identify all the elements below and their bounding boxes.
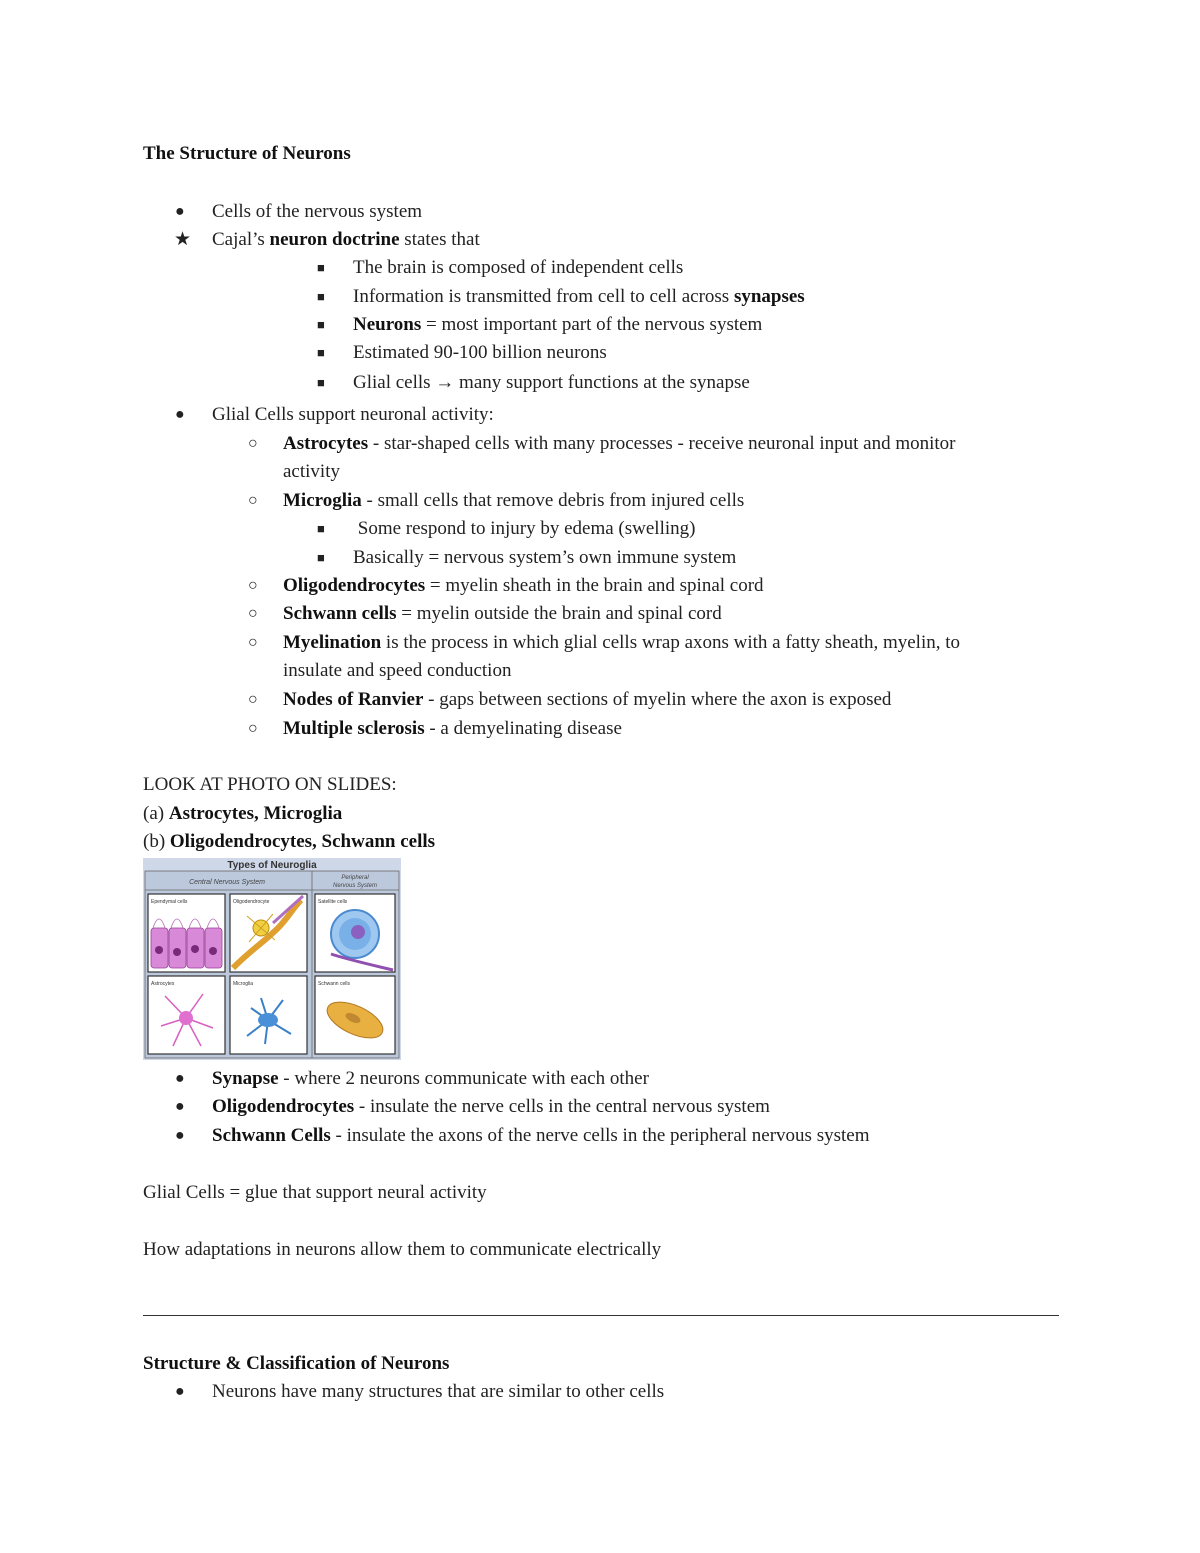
list-item: The brain is composed of independent cells <box>353 257 684 278</box>
figure-title: Types of Neuroglia <box>227 860 317 871</box>
bullet-circle: ○ <box>248 720 258 737</box>
list-item: Basically = nervous system’s own immune system <box>353 547 737 568</box>
list-item: Neurons = most important part of the nervous system <box>353 314 763 335</box>
bullet-dot: ● <box>175 406 185 423</box>
figure-cns-label: Central Nervous System <box>189 879 265 886</box>
list-item: Oligodendrocytes - insulate the nerve cells in the central nervous system <box>212 1096 770 1117</box>
list-item: Astrocytes - star-shaped cells with many processes - receive neuronal input and monitor <box>283 433 956 454</box>
paragraph: How adaptations in neurons allow them to communicate electrically <box>143 1239 662 1260</box>
figure-panel-label: Astrocytes <box>151 981 175 987</box>
list-item-continuation: activity <box>283 461 340 482</box>
list-item: Synapse - where 2 neurons communicate with each other <box>212 1068 649 1089</box>
figure-panel-label: Ependymal cells <box>151 899 188 905</box>
list-item: Glial cells → many support functions at the synapse <box>353 372 750 393</box>
photo-caption-a: (a) Astrocytes, Microglia <box>143 803 343 824</box>
bullet-circle: ○ <box>248 492 258 509</box>
bullet-circle: ○ <box>248 634 258 651</box>
list-item: Glial Cells support neuronal activity: <box>212 404 494 425</box>
star-icon: ★ <box>174 229 192 250</box>
list-item: Microglia - small cells that remove debris from injured cells <box>283 490 745 511</box>
section-title: The Structure of Neurons <box>143 143 351 164</box>
list-item: Multiple sclerosis - a demyelinating disease <box>283 718 622 739</box>
bullet-square: ■ <box>317 260 325 275</box>
list-item: Cajal’s neuron doctrine states that <box>212 229 480 250</box>
bullet-square: ■ <box>317 375 325 390</box>
figure-panel-label: Microglia <box>233 981 254 987</box>
bullet-circle: ○ <box>248 691 258 708</box>
list-item: Oligodendrocytes = myelin sheath in the brain and spinal cord <box>283 575 764 596</box>
bullet-square: ■ <box>317 345 325 360</box>
bullet-square: ■ <box>317 521 325 536</box>
bullet-dot: ● <box>175 1098 185 1115</box>
bullet-dot: ● <box>175 1070 185 1087</box>
list-item: Cells of the nervous system <box>212 201 423 222</box>
bullet-circle: ○ <box>248 435 258 452</box>
bullet-square: ■ <box>317 317 325 332</box>
bullet-dot: ● <box>175 1383 185 1400</box>
list-item: Estimated 90-100 billion neurons <box>353 342 607 363</box>
photo-heading: LOOK AT PHOTO ON SLIDES: <box>143 774 397 795</box>
bullet-dot: ● <box>175 1127 185 1144</box>
photo-caption-b: (b) Oligodendrocytes, Schwann cells <box>143 831 436 852</box>
list-item: Schwann cells = myelin outside the brain and spinal cord <box>283 603 722 624</box>
horizontal-divider <box>143 1315 1059 1316</box>
list-item: Schwann Cells - insulate the axons of the nerve cells in the peripheral nervous system <box>212 1125 870 1146</box>
list-item: Myelination is the process in which glial cells wrap axons with a fatty sheath, myelin, to <box>283 632 961 653</box>
list-item: Nodes of Ranvier - gaps between sections of myelin where the axon is exposed <box>283 689 892 710</box>
list-item: Neurons have many structures that are similar to other cells <box>212 1381 665 1402</box>
paragraph: Glial Cells = glue that support neural activity <box>143 1182 487 1203</box>
bullet-dot: ● <box>175 203 185 220</box>
list-item-continuation: insulate and speed conduction <box>283 660 512 681</box>
figure-panel-label: Oligodendrocyte <box>233 899 270 905</box>
section-title: Structure & Classification of Neurons <box>143 1353 450 1374</box>
list-item: Some respond to injury by edema (swelling) <box>353 518 696 539</box>
bullet-square: ■ <box>317 289 325 304</box>
figure-panel-label: Satellite cells <box>318 899 348 905</box>
figure-panel-label: Schwann cells <box>318 981 350 987</box>
neuroglia-figure <box>143 858 401 1060</box>
bullet-circle: ○ <box>248 577 258 594</box>
figure-pns-label-1: Peripheral <box>341 875 369 881</box>
bullet-circle: ○ <box>248 605 258 622</box>
bullet-square: ■ <box>317 550 325 565</box>
figure-pns-label-2: Nervous System <box>332 883 378 889</box>
list-item: Information is transmitted from cell to cell across synapses <box>353 286 805 307</box>
